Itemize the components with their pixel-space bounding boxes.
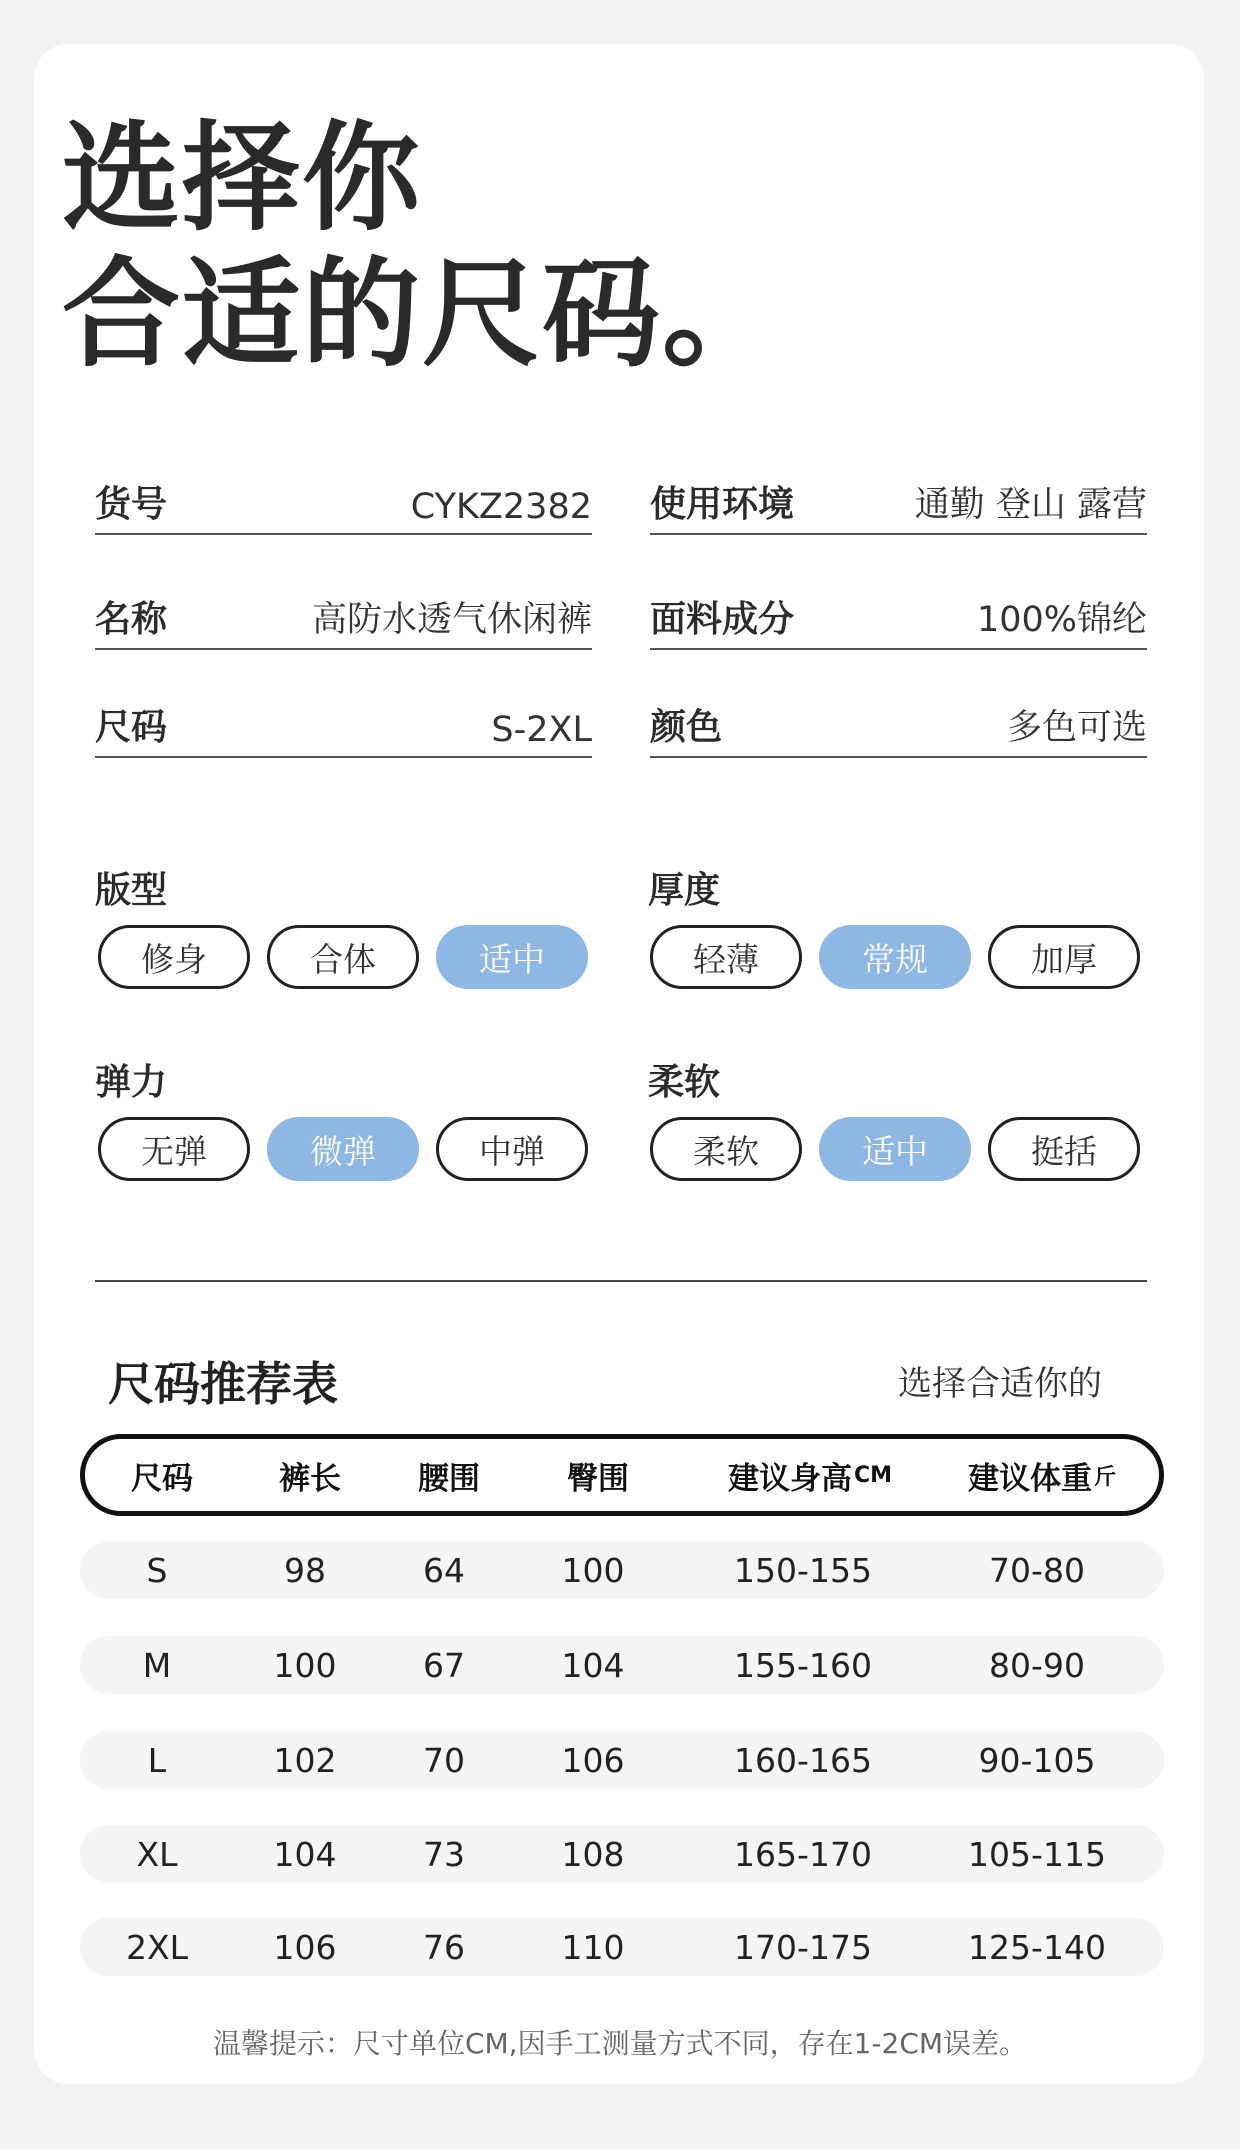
page-headline xyxy=(62,110,782,382)
cell-hip: 108 xyxy=(561,1834,625,1874)
section-divider xyxy=(95,1280,1147,1282)
cell-waist: 67 xyxy=(423,1645,465,1685)
header-weight: 建议体重 斤 xyxy=(967,1460,1117,1497)
cell-height: 165-170 xyxy=(734,1834,872,1874)
pill-fit-option-selected: 适中 xyxy=(436,925,588,989)
cell-length: 98 xyxy=(284,1550,326,1590)
header-length: 裤长 xyxy=(279,1460,341,1497)
spec-value: CYKZ2382 xyxy=(410,487,592,527)
pill-elasticity-option: 中弹 xyxy=(436,1117,588,1181)
pill-softness-option: 柔软 xyxy=(650,1117,802,1181)
cell-height: 150-155 xyxy=(734,1550,872,1590)
cell-weight: 125-140 xyxy=(968,1927,1106,1967)
spec-color xyxy=(650,698,1147,758)
spec-key: 货号 xyxy=(95,484,168,525)
cell-weight: 70-80 xyxy=(989,1550,1085,1590)
cell-waist: 73 xyxy=(423,1834,465,1874)
spec-usage xyxy=(650,475,1147,535)
header-weight-unit: 斤 xyxy=(1093,1464,1117,1490)
pill-elasticity-option: 无弹 xyxy=(98,1117,250,1181)
spec-item-number xyxy=(95,475,592,535)
cell-weight: 105-115 xyxy=(968,1834,1106,1874)
pill-thickness-option: 轻薄 xyxy=(650,925,802,989)
spec-key: 面料成分 xyxy=(650,599,795,640)
cell-weight: 80-90 xyxy=(989,1645,1085,1685)
pill-softness-option-selected: 适中 xyxy=(819,1117,971,1181)
table-row xyxy=(80,1918,1164,1976)
cell-size: L xyxy=(147,1740,167,1780)
cell-waist: 64 xyxy=(423,1550,465,1590)
spec-value: S-2XL xyxy=(491,710,592,750)
cell-waist: 70 xyxy=(423,1740,465,1780)
spec-value: 100%锦纶 xyxy=(976,600,1147,640)
size-table-title: 尺码推荐表 xyxy=(108,1357,338,1411)
size-table-subtitle: 选择合适你的 xyxy=(898,1364,1102,1404)
cell-hip: 100 xyxy=(561,1550,625,1590)
cell-height: 170-175 xyxy=(734,1927,872,1967)
pill-thickness-option-selected: 常规 xyxy=(819,925,971,989)
header-hip: 臀围 xyxy=(567,1460,629,1497)
cell-height: 160-165 xyxy=(734,1740,872,1780)
cell-length: 102 xyxy=(273,1740,337,1780)
header-height-unit: CM xyxy=(853,1462,893,1488)
size-table-header xyxy=(80,1434,1164,1516)
table-row xyxy=(80,1541,1164,1599)
cell-size: M xyxy=(142,1645,172,1685)
cell-weight: 90-105 xyxy=(978,1740,1096,1780)
pill-softness-option: 挺括 xyxy=(988,1117,1140,1181)
table-row xyxy=(80,1731,1164,1789)
headline-line-1: 选择你 xyxy=(62,109,423,247)
table-row xyxy=(80,1636,1164,1694)
spec-value: 通勤 登山 露营 xyxy=(914,485,1147,525)
cell-hip: 110 xyxy=(561,1927,625,1967)
spec-key: 颜色 xyxy=(650,707,723,748)
measurement-note: 温馨提示：尺寸单位CM,因手工测量方式不同，存在1-2CM误差。 xyxy=(212,2027,1028,2060)
cell-size: 2XL xyxy=(126,1927,188,1967)
cell-length: 104 xyxy=(273,1834,337,1874)
attr-title-elasticity: 弹力 xyxy=(95,1062,168,1103)
pill-fit-option: 修身 xyxy=(98,925,250,989)
cell-length: 106 xyxy=(273,1927,337,1967)
header-size: 尺码 xyxy=(131,1460,193,1497)
spec-key: 尺码 xyxy=(95,707,168,748)
pill-elasticity-option-selected: 微弹 xyxy=(267,1117,419,1181)
spec-name xyxy=(95,590,592,650)
spec-fabric xyxy=(650,590,1147,650)
cell-waist: 76 xyxy=(423,1927,465,1967)
cell-size: S xyxy=(146,1550,168,1590)
header-height: 建议身高 CM xyxy=(727,1460,893,1497)
table-row xyxy=(80,1825,1164,1883)
cell-size: XL xyxy=(136,1834,178,1874)
pill-thickness-option: 加厚 xyxy=(988,925,1140,989)
spec-key: 名称 xyxy=(95,599,168,640)
attr-title-softness: 柔软 xyxy=(648,1062,721,1103)
headline-line-2: 合适的尺码。 xyxy=(62,245,783,383)
pill-fit-option: 合体 xyxy=(267,925,419,989)
spec-key: 使用环境 xyxy=(650,484,795,525)
cell-height: 155-160 xyxy=(734,1645,872,1685)
header-waist: 腰围 xyxy=(418,1460,480,1497)
cell-hip: 104 xyxy=(561,1645,625,1685)
attr-title-thickness: 厚度 xyxy=(648,870,721,911)
cell-hip: 106 xyxy=(561,1740,625,1780)
spec-value: 高防水透气休闲裤 xyxy=(311,600,592,640)
spec-value: 多色可选 xyxy=(1006,708,1147,748)
attr-title-fit: 版型 xyxy=(95,870,168,911)
spec-size xyxy=(95,698,592,758)
cell-length: 100 xyxy=(273,1645,337,1685)
